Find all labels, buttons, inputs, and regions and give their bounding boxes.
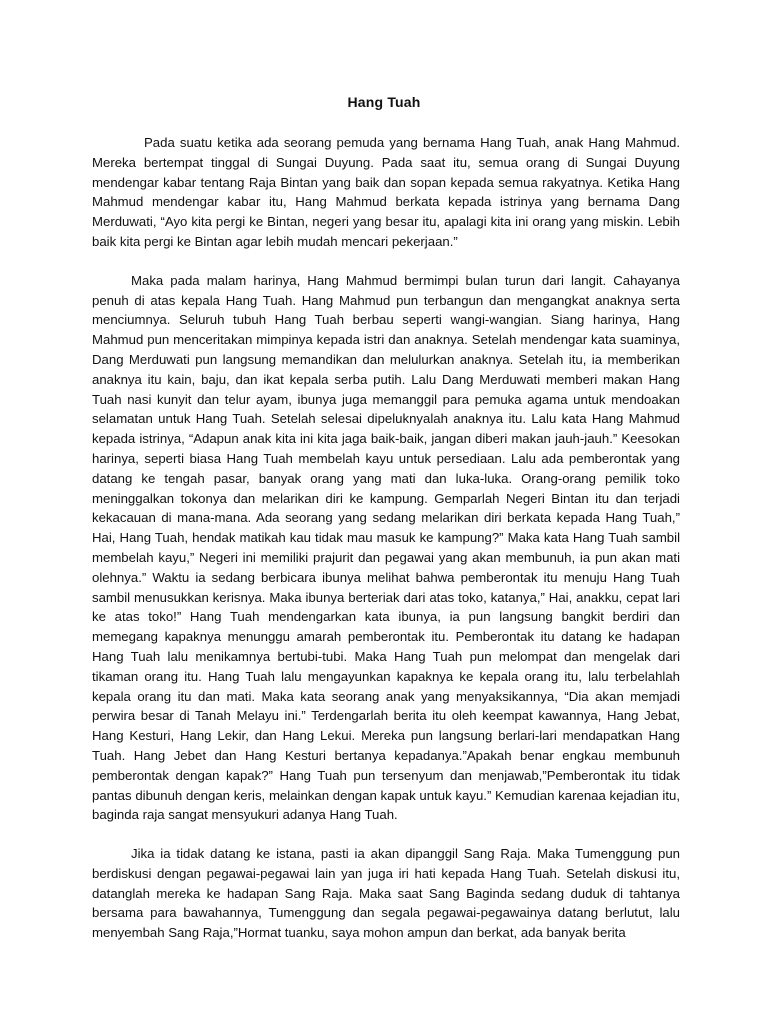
document-title: Hang Tuah [347,94,421,110]
paragraph-2: Maka pada malam harinya, Hang Mahmud bermimpi bulan turun dari langit. Cahayanya penuh di atas kepala Hang Tuah. Hang Mahmud pun terbangun dan mengangkat anaknya serta menciumnya. Seluruh tubuh Hang Tuah berbau seperti wangi-wangian. Siang harinya, Hang Mahmud pun menceritakan mimpinya kepada istri dan anaknya. Setelah mendengar kata suaminya, Dang Merduwati pun langsung memandikan dan melulurkan anaknya. Setelah itu, ia memberikan anaknya itu kain, baju, dan ikat kepala serba putih. Lalu Dang Merduwati memberi makan Hang Tuah nasi kunyit dan telur ayam, ibunya juga memanggil para pemuka agama untuk mendoakan selamatan untuk Hang Tuah. Setelah selesai dipeluknyalah anaknya itu. Lalu kata Hang Mahmud kepada istrinya, “Adapun anak kita ini kita jaga baik-baik, jangan diberi makan jauh-jauh.” Keesokan harinya, seperti biasa Hang Tuah membelah kayu untuk persediaan. Lalu ada pemberontak yang datang ke tengah pasar, banyak orang yang mati dan luka-luka. Orang-orang pemilik toko meninggalkan tokonya dan melarikan diri ke kampung. Gemparlah Negeri Bintan itu dan terjadi kekacauan di mana-mana. Ada seorang yang sedang melarikan diri berkata kepada Hang Tuah,” Hai, Hang Tuah, hendak matikah kau tidak mau masuk ke kampung?” Maka kata Hang Tuah sambil membelah kayu,” Negeri ini memiliki prajurit dan pegawai yang akan membunuh, ia pun akan mati olehnya.” Waktu ia sedang berbicara ibunya melihat bahwa pemberontak itu menuju Hang Tuah sambil menusukkan kerisnya. Maka ibunya berteriak dari atas toko, katanya,” Hai, anakku, cepat lari ke atas toko!” Hang Tuah mendengarkan kata ibunya, ia pun langsung bangkit berdiri dan memegang kapaknya menunggu amarah pemberontak itu. Pemberontak itu datang ke hadapan Hang Tuah lalu menikamnya bertubi-tubi. Maka Hang Tuah pun melompat dan mengelak dari tikaman orang itu. Hang Tuah lalu mengayunkan kapaknya ke kepala orang itu, lalu terbelahlah kepala orang itu dan mati. Maka kata seorang anak yang menyaksikannya, “Dia akan memjadi perwira besar di Tanah Melayu ini.” Terdengarlah berita itu oleh keempat kawannya, Hang Jebat, Hang Kesturi, Hang Lekir, dan Hang Lekui. Mereka pun langsung berlari-lari mendapatkan Hang Tuah. Hang Jebet dan Hang Kesturi bertanya kepadanya.”Apakah benar engkau membunuh pemberontak dengan kapak?” Hang Tuah pun tersenyum dan menjawab,”Pemberontak itu tidak pantas dibunuh dengan keris, melainkan dengan kapak untuk kayu.” Kemudian karenaa kejadian itu, baginda raja sangat mensyukuri adanya Hang Tuah. [92,272,680,823]
paragraph-3: Jika ia tidak datang ke istana, pasti ia akan dipanggil Sang Raja. Maka Tumenggung pun berdiskusi dengan pegawai-pegawai lain yan juga iri hati kepada Hang Tuah. Setelah diskusi itu, datanglah mereka ke hadapan Sang Raja. Maka saat Sang Baginda sedang duduk di tahtanya bersama para bawahannya, Tumenggung dan segala pegawai-pegawainya datang berlutut, lalu menyembah Sang Raja,”Hormat tuanku, saya mohon ampun dan berkat, ada banyak berita [92,846,680,941]
paragraph-1: Pada suatu ketika ada seorang pemuda yang bernama Hang Tuah, anak Hang Mahmud. Mereka bertempat tinggal di Sungai Duyung. Pada saat itu, semua orang di Sungai Duyung mendengar kabar tentang Raja Bintan yang baik dan sopan kepada semua rakyatnya. Ketika Hang Mahmud mendengar kabar itu, Hang Mahmud berkata kepada istrinya yang bernama Dang Merduwati, “Ayo kita pergi ke Bintan, negeri yang besar itu, apalagi kita ini orang yang miskin. Lebih baik kita pergi ke Bintan agar lebih mudah mencari pekerjaan.” [92,135,680,249]
document-body [92,133,680,962]
